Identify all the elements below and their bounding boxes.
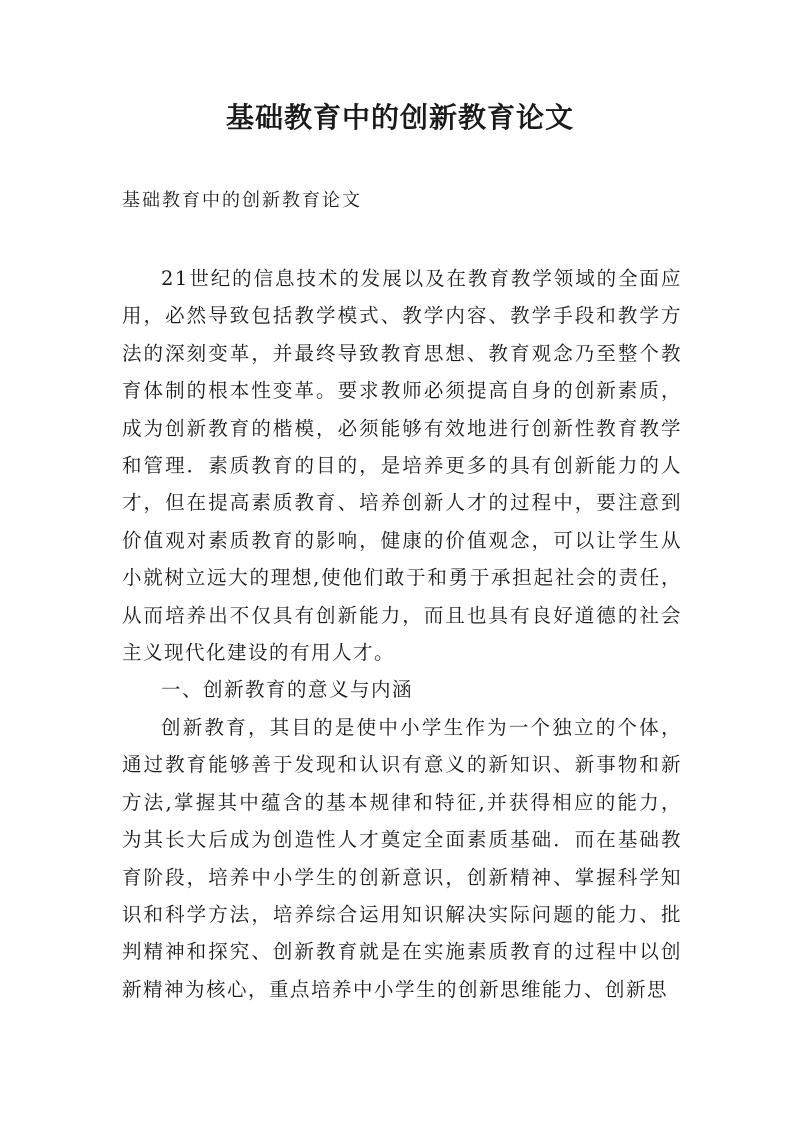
document-title: 基础教育中的创新教育论文 [225, 101, 574, 134]
section-heading: 一、创新教育的意义与内涵 [161, 678, 414, 702]
body-paragraph: 21世纪的信息技术的发展以及在教育教学领域的全面应用，必然导致包括教学模式、教学内容、教学手段和教学方法的深刻变革，并最终导致教育思想、教育观念乃至整个教育体制的根本性变革。要求教师必须提高自身的创新素质，成为创新教育的楷模，必须能够有效地进行创新性教育教学和管理．素质教育的目的，是培养更多的具有创新能力的人才，但在提高素质教育、培养创新人才的过程中，要注意到价值观对素质教育的影响，健康的价值观念，可以让学生从小就树立远大的理想,使他们敢于和勇于承担起社会的责任，从而培养出不仅具有创新能力，而且也具有良好道德的社会主义现代化建设的有用人才。 [122, 267, 682, 665]
document-subtitle: 基础教育中的创新教育论文 [122, 190, 362, 211]
document-body [122, 260, 682, 1008]
section-paragraph: 创新教育，其目的是使中小学生作为一个独立的个体，通过教育能够善于发现和认识有意义的新知识、新事物和新方法,掌握其中蕴含的基本规律和特征,并获得相应的能力，为其长大后成为创造性人才奠定全面素质基础．而在基础教育阶段，培养中小学生的创新意识，创新精神、掌握科学知识和科学方法，培养综合运用知识解决实际问题的能力、批判精神和探究、创新教育就是在实施素质教育的过程中以创新精神为核心，重点培养中小学生的创新思维能力、创新思 [122, 715, 682, 1001]
